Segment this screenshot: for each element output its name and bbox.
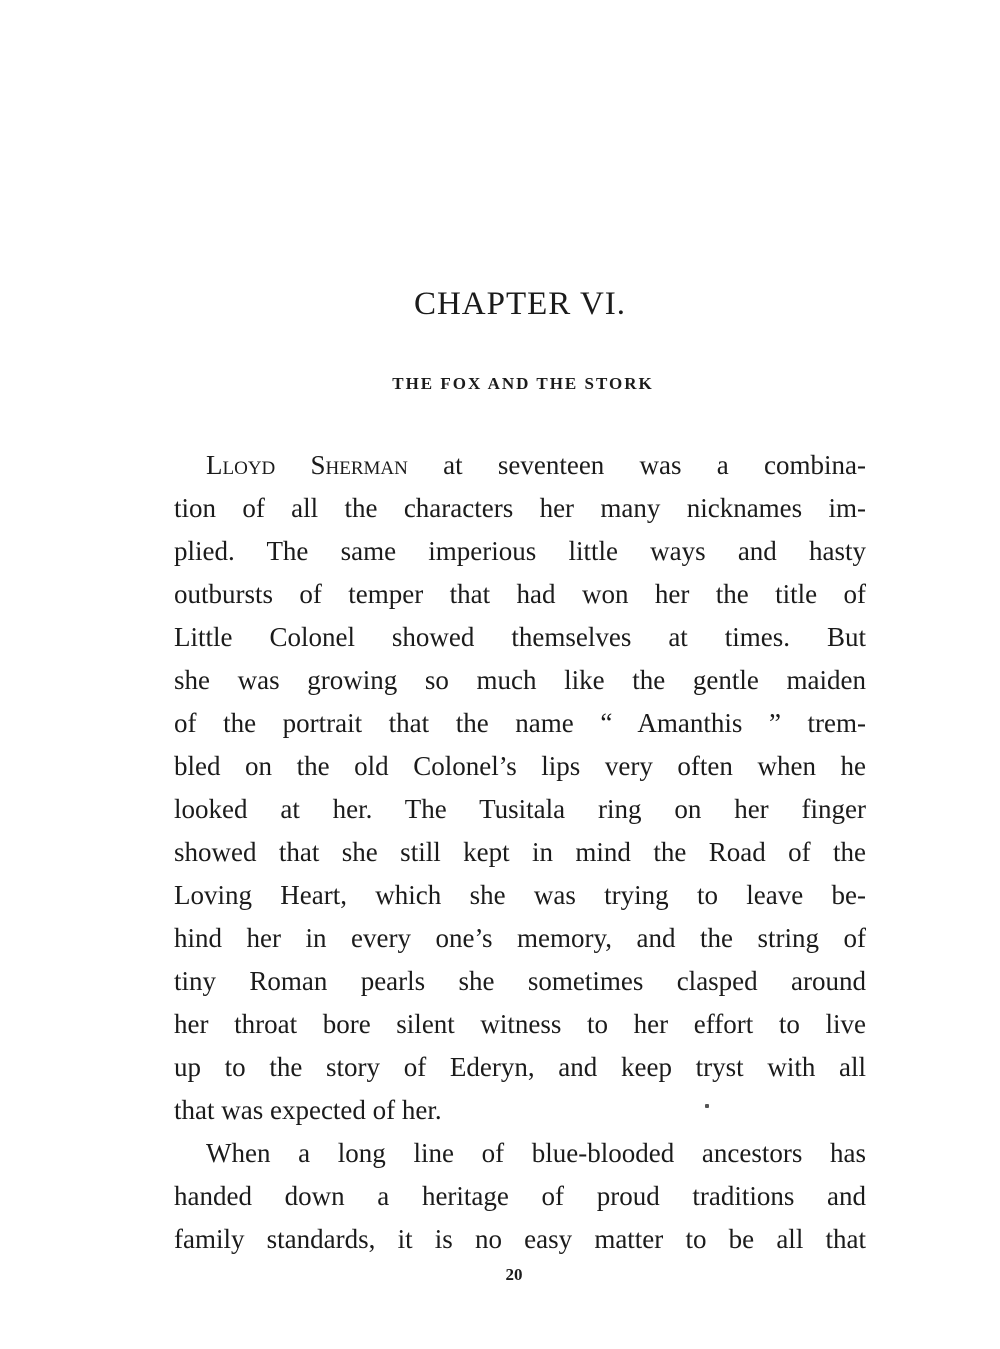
page-number: 20 bbox=[505, 1265, 523, 1284]
stray-ink-mark bbox=[705, 1104, 709, 1108]
text-line: that was expected of her. bbox=[174, 1095, 442, 1125]
text-line: When a long line of blue-blooded ancestors has bbox=[206, 1138, 866, 1168]
text-line: her throat bore silent witness to her effort to live bbox=[174, 1009, 866, 1039]
text-line: Loving Heart, which she was trying to leave be- bbox=[174, 880, 866, 910]
text-line: she was growing so much like the gentle maiden bbox=[174, 665, 866, 695]
line-text: at seventeen was a combina- bbox=[407, 450, 866, 480]
text-line: outbursts of temper that had won her the title of bbox=[174, 579, 866, 609]
text-line bbox=[174, 444, 866, 487]
text-line: Little Colonel showed themselves at times. But bbox=[174, 622, 866, 652]
text-line: bled on the old Colonel’s lips very often when he bbox=[174, 751, 866, 781]
text-line: tiny Roman pearls she sometimes clasped around bbox=[174, 966, 866, 996]
text-line: looked at her. The Tusitala ring on her finger bbox=[174, 794, 866, 824]
chapter-title: CHAPTER VI. bbox=[413, 286, 627, 322]
text-line: showed that she still kept in mind the Road of the bbox=[174, 837, 866, 867]
text-line: up to the story of Ederyn, and keep tryst with all bbox=[174, 1052, 866, 1082]
text-line: family standards, it is no easy matter to be all that bbox=[174, 1224, 866, 1254]
chapter-subtitle: THE FOX AND THE STORK bbox=[392, 374, 654, 393]
text-line: handed down a heritage of proud traditions and bbox=[174, 1181, 866, 1211]
text-line: tion of all the characters her many nicknames im- bbox=[174, 493, 866, 523]
body-text bbox=[174, 444, 866, 1261]
text-line: hind her in every one’s memory, and the string of bbox=[174, 923, 866, 953]
text-line: of the portrait that the name “ Amanthis ” trem- bbox=[174, 708, 866, 738]
text-line: plied. The same imperious little ways and hasty bbox=[174, 536, 866, 566]
lead-in-name: Lloyd Sherman bbox=[206, 450, 408, 480]
